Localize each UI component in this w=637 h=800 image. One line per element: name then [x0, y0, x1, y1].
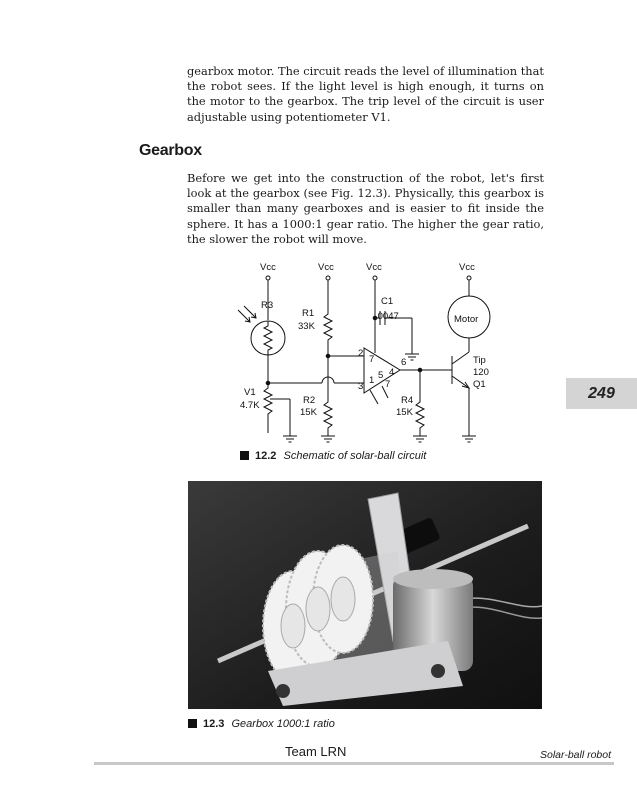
vcc-terminal-2 [326, 276, 330, 280]
q1-part-b: 120 [473, 367, 489, 378]
footer-credit: Team LRN [285, 744, 347, 759]
ground-icon [462, 436, 476, 442]
gearbox-photo [188, 481, 542, 709]
vcc-terminal-4 [467, 276, 471, 280]
vcc-terminal-1 [266, 276, 270, 280]
potentiometer-v1 [264, 383, 272, 433]
intro-paragraph: gearbox motor. The circuit reads the level of illumination that the robot sees. If the light level is high enough, it turns on the motor to the gearbox. The trip level of the circuit is user adjustable using potentiometer V1. [187, 64, 544, 124]
figure-caption [188, 718, 335, 730]
pin-label: 4 [389, 367, 395, 378]
vcc-label: Vcc [366, 262, 382, 273]
resistor-r2 [324, 398, 332, 436]
resistor-r4 [416, 398, 424, 436]
v1-value: 4.7K [240, 400, 260, 411]
q1-part-a: Tip [473, 355, 486, 366]
page-number: 249 [566, 378, 637, 409]
pin-label: 5 [378, 370, 384, 381]
ground-icon [283, 436, 297, 442]
ground-icon [413, 436, 427, 442]
r3-label: R3 [261, 300, 274, 311]
vcc-label: Vcc [459, 262, 475, 273]
light-arrows-icon [238, 306, 256, 322]
caption-text: Gearbox 1000:1 ratio [231, 718, 335, 730]
c1-value: .0047 [375, 311, 399, 322]
vcc-terminal-3 [373, 276, 377, 280]
footer-divider [94, 762, 614, 765]
figure-number: 12.2 [255, 450, 277, 462]
r1-value: 33K [298, 321, 315, 332]
c1-label: C1 [381, 296, 394, 307]
pin-label: 2 [358, 348, 364, 359]
caption-marker [188, 719, 197, 728]
pin-label: 6 [401, 357, 407, 368]
r4-label: R4 [401, 395, 414, 406]
vcc-label: Vcc [318, 262, 334, 273]
figure-caption [240, 450, 426, 462]
circuit-schematic [230, 258, 530, 453]
ground-icon [321, 436, 335, 442]
pin-label: 7 [385, 379, 391, 390]
running-title: Solar-ball robot [540, 749, 612, 761]
r4-value: 15K [396, 407, 413, 418]
v1-label: V1 [244, 387, 256, 398]
section-heading: Gearbox [139, 142, 202, 159]
caption-text: Schematic of solar-ball circuit [283, 450, 427, 462]
r2-value: 15K [300, 407, 317, 418]
caption-marker [240, 451, 249, 460]
ground-icon [405, 354, 419, 360]
vcc-label: Vcc [260, 262, 276, 273]
r1-label: R1 [302, 308, 315, 319]
q1-label: Q1 [473, 379, 486, 390]
pin-label: 3 [358, 381, 364, 392]
pin-label: 7 [369, 354, 375, 365]
motor-label: Motor [454, 314, 479, 325]
pin-label: 1 [369, 375, 375, 386]
resistor-r1 [324, 310, 332, 344]
figure-number: 12.3 [203, 718, 225, 730]
section-paragraph: Before we get into the construction of the robot, let's first look at the gearbox (see Fig. 12.3). Physically, this gearbox is smaller than many gearboxes and is easier to fit inside the sphere. It has a 1000:1 gear ratio. The higher the gear ratio, the slower the robot will move. [187, 171, 544, 246]
r2-label: R2 [303, 395, 316, 406]
